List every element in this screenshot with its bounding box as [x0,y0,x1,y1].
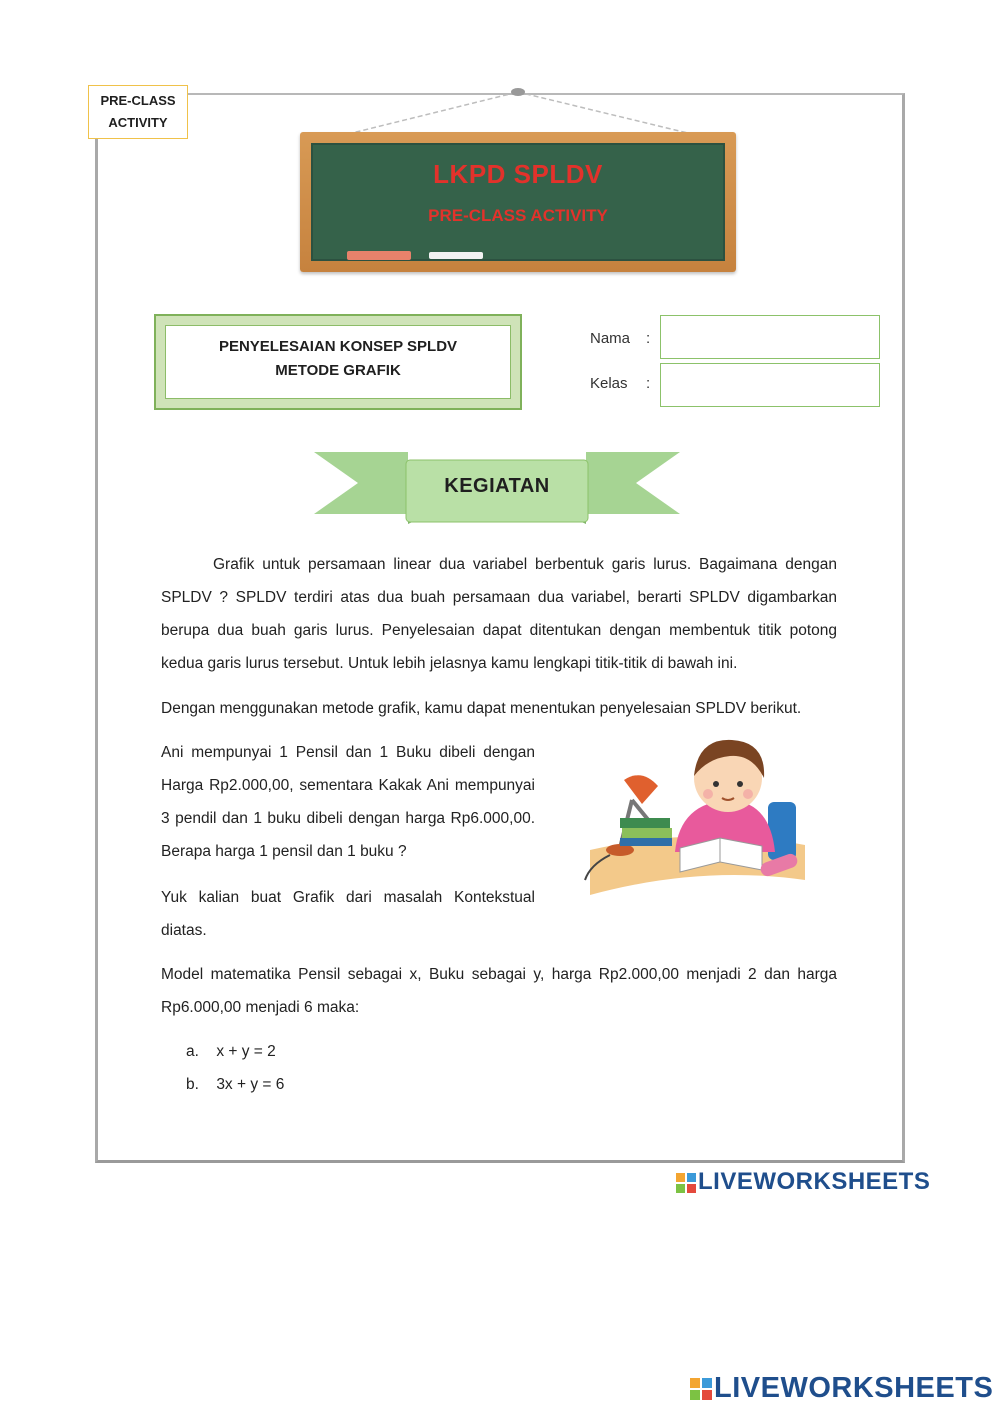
logo-text: LIVEWORKSHEETS [698,1168,931,1195]
worksheet-title: LKPD SPLDV [433,159,603,189]
hanging-string-icon [300,80,736,140]
liveworksheets-logo-bottom [690,1372,993,1405]
class-label: Kelas [590,375,628,392]
tag-line-1: PRE-CLASS [100,93,176,108]
chalk-eraser-icon [347,251,411,260]
chalkboard-frame [300,132,736,272]
student-studying-icon [580,730,810,910]
topic-line-1: PENYELESAIAN KONSEP SPLDV [218,338,458,355]
chalk-stick-icon [429,252,483,259]
topic-box [154,314,522,410]
liveworksheets-logo [676,1168,930,1196]
class-input[interactable] [660,363,880,407]
liveworksheets-logo-icon [676,1173,696,1193]
name-input[interactable] [660,315,880,359]
topic-line-2: METODE GRAFIK [275,362,401,379]
logo-text: LIVEWORKSHEETS [714,1372,994,1404]
task-paragraph: Yuk kalian buat Grafik dari masalah Kontekstual diatas. [161,889,535,939]
section-ribbon [312,448,682,526]
method-paragraph: Dengan menggunakan metode grafik, kamu dapat menentukan penyelesaian SPLDV berikut. [161,700,802,717]
problem-paragraph: Ani mempunyai 1 Pensil dan 1 Buku dibeli dengan Harga Rp2.000,00, sementara Kakak Ani mempunyai 3 pendil dan 1 buku dibeli dengan harga Rp6.000,00. Berapa harga 1 pensil dan 1 buku ? [161,744,535,860]
class-colon: : [646,375,651,392]
equation-a [186,1043,276,1061]
equation-marker: a. [186,1043,199,1060]
model-paragraph: Model matematika Pensil sebagai x, Buku sebagai y, harga Rp2.000,00 menjadi 2 dan harga Rp6.000,00 menjadi 6 maka: [161,966,837,1016]
tag-line-2: ACTIVITY [108,115,168,130]
equation-text: 3x + y = 6 [216,1076,285,1093]
chalkboard [300,80,736,275]
chalkboard-surface [311,143,725,261]
pre-class-tag [88,85,188,139]
equation-marker: b. [186,1076,199,1093]
worksheet-subtitle: PRE-CLASS ACTIVITY [428,206,608,225]
section-title: KEGIATAN [444,475,550,497]
equation-text: x + y = 2 [216,1043,276,1060]
intro-paragraph: Grafik untuk persamaan linear dua variabel berbentuk garis lurus. Bagaimana dengan SPLDV ? SPLDV terdiri atas dua buah persamaan dua variabel, berarti SPLDV digambarkan berupa dua buah garis lurus. Penyelesaian dapat ditentukan dengan membentuk titik potong kedua garis lurus tersebut. Untuk lebih jelasnya kamu lengkapi titik-titik di bawah ini. [161,556,837,672]
equation-b [186,1076,284,1094]
name-label: Nama [590,330,631,347]
liveworksheets-logo-icon [690,1378,712,1400]
topic-box-inner [165,325,511,399]
name-colon: : [646,330,651,347]
